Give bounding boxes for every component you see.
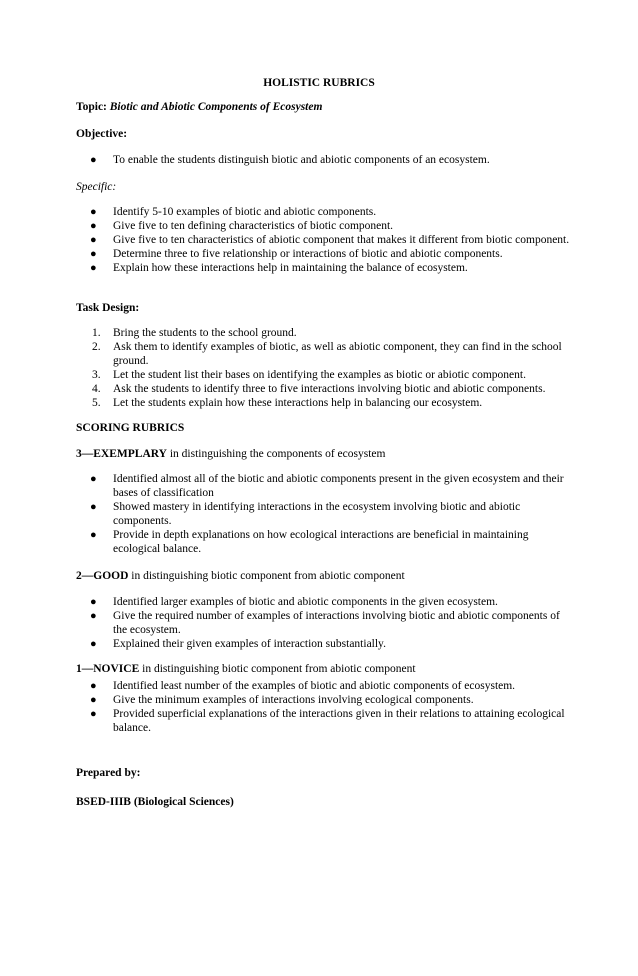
list-item: [76, 153, 576, 167]
document-title: HOLISTIC RUBRICS: [263, 77, 375, 89]
rubric-level-desc: in distinguishing biotic component from abiotic component: [139, 663, 416, 675]
rubric-level-title: 2—GOOD: [76, 570, 129, 582]
specific-list: [76, 205, 576, 275]
rubric-level-title: 3—EXEMPLARY: [76, 448, 167, 460]
list-item: [76, 368, 576, 382]
list-item-text: Explain how these interactions help in maintaining the balance of ecosystem.: [113, 262, 468, 274]
bullet-icon: ●: [90, 248, 97, 260]
task-design-label: Task Design:: [76, 302, 140, 314]
list-item-text: Bring the students to the school ground.: [113, 327, 297, 339]
list-item: [76, 637, 576, 651]
list-item-text: Determine three to five relationship or interactions of biotic and abiotic components.: [113, 248, 503, 260]
list-item-text: Let the students explain how these interactions help in balancing our ecosystem.: [113, 397, 483, 409]
bullet-icon: ●: [90, 596, 97, 608]
list-item: [76, 500, 576, 528]
list-item-text: To enable the students distinguish biotic and abiotic components of an ecosystem.: [113, 154, 490, 166]
list-item: [76, 340, 576, 368]
list-item-text: Provided superficial explanations of the interactions given in their relations to attaining ecological balance.: [113, 708, 565, 734]
list-item: [76, 472, 576, 500]
list-item-text: Identified almost all of the biotic and abiotic components present in the given ecosystem and their bases of classification: [113, 473, 564, 499]
bullet-icon: ●: [90, 694, 97, 706]
list-item: [76, 396, 576, 410]
list-item: [76, 326, 576, 340]
bullet-icon: ●: [90, 262, 97, 274]
bullet-icon: ●: [90, 473, 97, 485]
list-item: [76, 219, 576, 233]
topic-label: Topic:: [76, 101, 107, 113]
list-item: [76, 609, 576, 637]
bullet-icon: ●: [90, 154, 97, 166]
list-item-text: Identify 5-10 examples of biotic and abiotic components.: [113, 206, 377, 218]
list-item: [76, 595, 576, 609]
bullet-icon: ●: [90, 220, 97, 232]
list-item-text: Identified least number of the examples of biotic and abiotic components of ecosystem.: [113, 680, 516, 692]
list-number: 2.: [92, 341, 101, 353]
list-item: [76, 261, 576, 275]
bullet-icon: ●: [90, 708, 97, 720]
prepared-by-value: BSED-IIIB (Biological Sciences): [76, 796, 234, 808]
list-number: 5.: [92, 397, 101, 409]
list-number: 1.: [92, 327, 101, 339]
rubric-level-list: [76, 679, 576, 735]
list-item: [76, 679, 576, 693]
list-item: [76, 528, 576, 556]
list-item: [76, 382, 576, 396]
list-number: 4.: [92, 383, 101, 395]
list-item-text: Explained their given examples of interaction substantially.: [113, 638, 386, 650]
bullet-icon: ●: [90, 501, 97, 513]
bullet-icon: ●: [90, 529, 97, 541]
scoring-rubrics-heading: SCORING RUBRICS: [76, 422, 185, 434]
rubric-level-list: [76, 595, 576, 651]
list-item: [76, 247, 576, 261]
list-item: [76, 233, 576, 247]
list-item: [76, 205, 576, 219]
list-item-text: Provide in depth explanations on how ecological interactions are beneficial in maintaining ecological balance.: [113, 529, 529, 555]
bullet-icon: ●: [90, 680, 97, 692]
list-item-text: Give the required number of examples of interactions involving biotic and abiotic components of the ecosystem.: [113, 610, 560, 636]
rubric-level-title: 1—NOVICE: [76, 663, 140, 675]
list-item-text: Ask the students to identify three to five interactions involving biotic and abiotic components.: [113, 383, 546, 395]
list-item-text: Give five to ten characteristics of abiotic component that makes it different from biotic component.: [113, 234, 570, 246]
list-item-text: Identified larger examples of biotic and abiotic components in the given ecosystem.: [113, 596, 498, 608]
bullet-icon: ●: [90, 206, 97, 218]
rubric-level-heading: [76, 662, 576, 676]
list-item-text: Give five to ten defining characteristics of biotic component.: [113, 220, 394, 232]
topic-value: Biotic and Abiotic Components of Ecosystem: [109, 101, 323, 113]
rubric-level-heading: [76, 447, 576, 461]
task-design-list: [76, 326, 576, 410]
list-item-text: Showed mastery in identifying interactions in the ecosystem involving biotic and abiotic components.: [113, 501, 521, 527]
bullet-icon: ●: [90, 638, 97, 650]
objective-list: [76, 153, 576, 167]
list-item-text: Let the student list their bases on identifying the examples as biotic or abiotic component.: [113, 369, 526, 381]
list-item: [76, 693, 576, 707]
objective-label: Objective:: [76, 128, 128, 140]
rubric-level-list: [76, 472, 576, 556]
list-item: [76, 707, 576, 735]
list-number: 3.: [92, 369, 101, 381]
list-item-text: Ask them to identify examples of biotic, as well as abiotic component, they can find in the school ground.: [113, 341, 562, 367]
bullet-icon: ●: [90, 234, 97, 246]
list-item-text: Give the minimum examples of interactions involving ecological components.: [113, 694, 474, 706]
prepared-by-label: Prepared by:: [76, 767, 141, 779]
bullet-icon: ●: [90, 610, 97, 622]
rubric-level-desc: in distinguishing the components of ecosystem: [166, 448, 386, 460]
rubric-level-desc: in distinguishing biotic component from abiotic component: [128, 570, 405, 582]
specific-label: Specific:: [76, 181, 117, 193]
topic-line: [76, 100, 576, 114]
rubric-level-heading: [76, 569, 576, 583]
